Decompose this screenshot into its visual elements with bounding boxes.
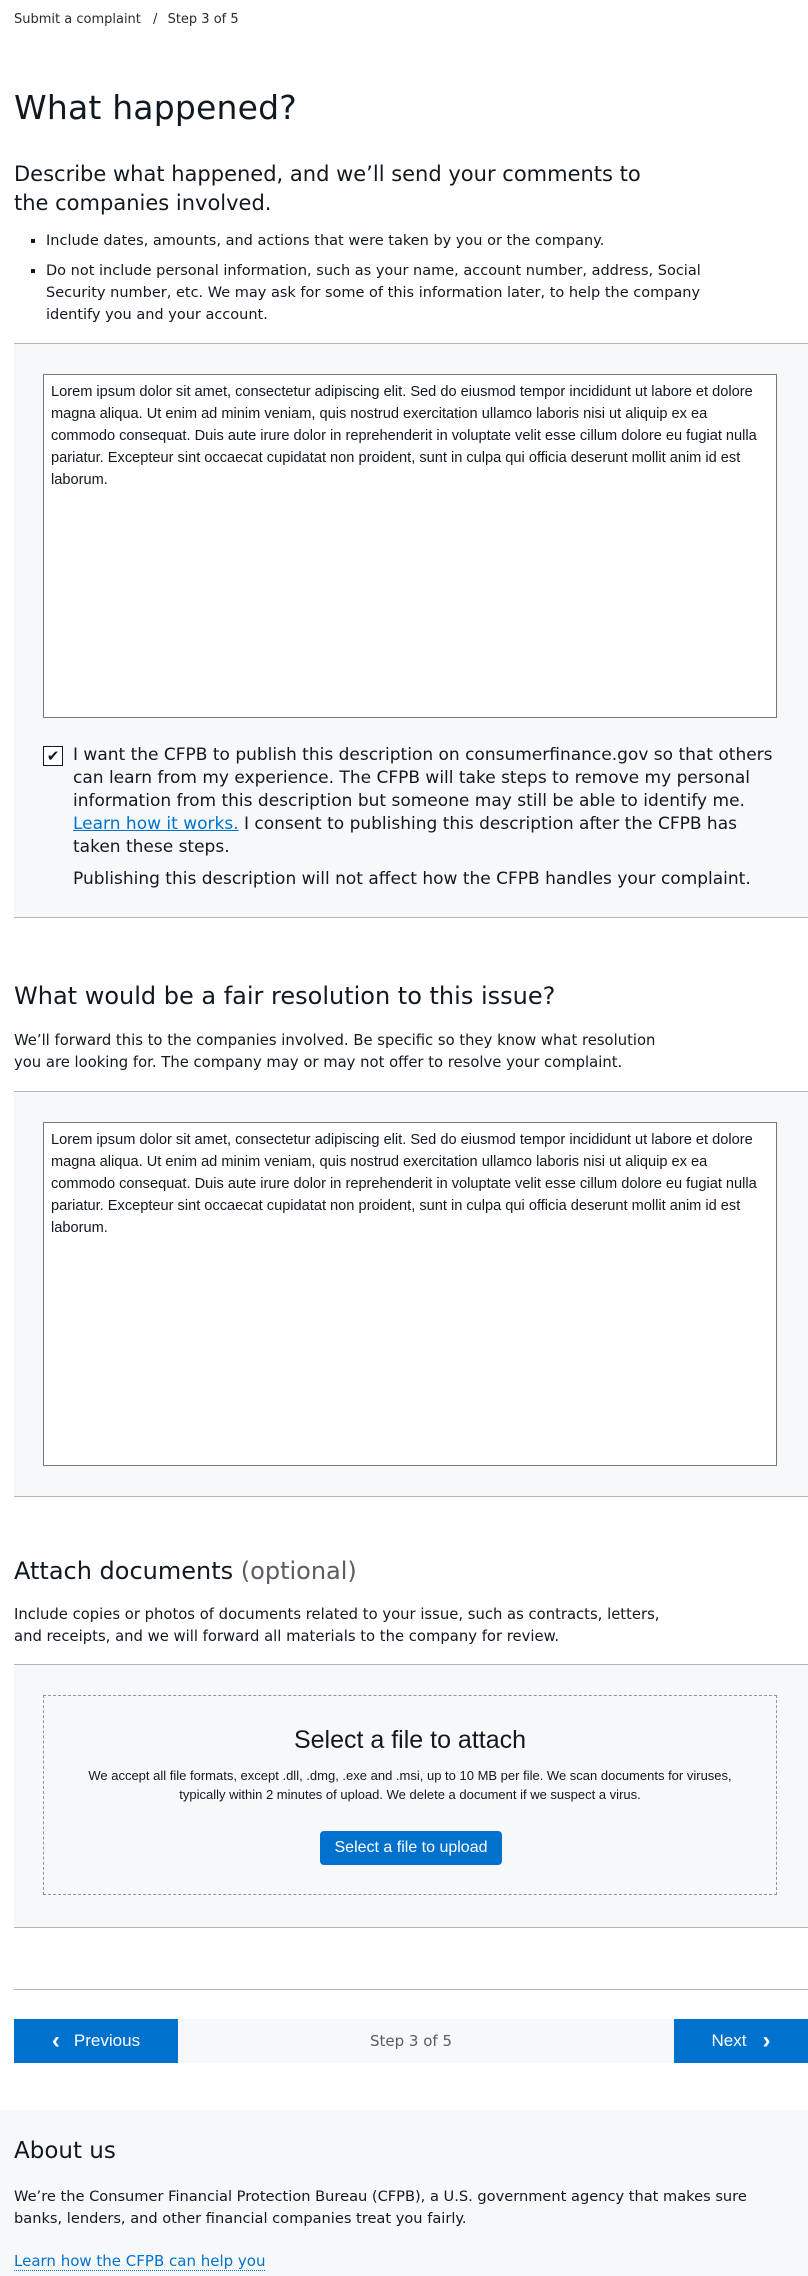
select-file-button[interactable]: Select a file to upload	[320, 1831, 502, 1865]
intro-text: Describe what happened, and we’ll send your comments to the companies involved.	[14, 162, 641, 215]
about-us-title: About us	[14, 2138, 116, 2164]
step-navigation	[14, 2019, 808, 2063]
guidelines-list	[14, 230, 736, 334]
breadcrumb-link[interactable]: Submit a complaint	[14, 12, 141, 27]
about-us-text: We’re the Consumer Financial Protection Bureau (CFPB), a U.S. government agency that makes sure banks, lenders, and other financial companies treat you fairly.	[14, 2188, 747, 2227]
breadcrumb-separator: /	[153, 12, 158, 27]
breadcrumb-step: Step 3 of 5	[167, 12, 239, 27]
attach-well	[14, 1664, 808, 1928]
learn-how-it-works-link[interactable]: Learn how it works.	[73, 814, 239, 834]
previous-label: Previous	[73, 2031, 141, 2050]
description-textarea[interactable]: Lorem ipsum dolor sit amet, consectetur adipiscing elit. Sed do eiusmod tempor incididunt ut labore et dolore magna aliqua. Ut enim ad minim veniam, quis nostrud exercitation ullamco laboris nisi ut aliquip ex ea commodo consequat. Duis aute irure dolor in reprehenderit in voluptate velit esse cillum dolore eu fugiat nulla pariatur. Excepteur sint occaecat cupidatat non proident, sunt in culpa qui officia deserunt mollit anim id est laborum.	[43, 374, 777, 718]
dropzone-title: Select a file to attach	[293, 1726, 527, 1754]
attach-title-text: Attach documents	[14, 1557, 234, 1585]
publish-consent-note: Publishing this description will not affect how the CFPB handles your complaint.	[73, 869, 751, 889]
resolution-textarea[interactable]: Lorem ipsum dolor sit amet, consectetur adipiscing elit. Sed do eiusmod tempor incididunt ut labore et dolore magna aliqua. Ut enim ad minim veniam, quis nostrud exercitation ullamco laboris nisi ut aliquip ex ea commodo consequat. Duis aute irure dolor in reprehenderit in voluptate velit esse cillum dolore eu fugiat nulla pariatur. Excepteur sint occaecat cupidatat non proident, sunt in culpa qui officia deserunt mollit anim id est laborum.	[43, 1122, 777, 1466]
page-title: What happened?	[14, 88, 298, 127]
dropzone-help: We accept all file formats, except .dll, .dmg, .exe and .msi, up to 10 MB per file. We scan documents for viruses, typically within 2 minutes of upload. We delete a document if we suspect a virus.	[88, 1768, 732, 1802]
divider	[14, 1989, 808, 1990]
optional-label: (optional)	[240, 1557, 357, 1585]
attach-description: Include copies or photos of documents related to your issue, such as contracts, letters, and receipts, and we will forward all materials to the company for review.	[14, 1606, 660, 1645]
guideline-item: ▪ Do not include personal information, such as your name, account number, address, Social Security number, etc. We may ask for some of this information later, to help the company identify you and your account.	[46, 260, 736, 326]
chevron-left-icon: ‹	[51, 2027, 60, 2054]
file-dropzone[interactable]	[43, 1695, 777, 1895]
publish-consent-checkbox[interactable]	[43, 746, 63, 766]
resolution-title: What would be a fair resolution to this issue?	[14, 982, 556, 1010]
breadcrumb	[14, 12, 239, 27]
about-us-footer	[0, 2110, 808, 2276]
guideline-item: ▪ Include dates, amounts, and actions that were taken by you or the company.	[46, 230, 736, 252]
attach-title	[14, 1557, 357, 1585]
chevron-right-icon: ›	[762, 2027, 771, 2054]
consent-text-before: I want the CFPB to publish this description on consumerfinance.gov so that others can learn from my experience. The CFPB will take steps to remove my personal information from this description but someone may still be able to identify me.	[73, 745, 773, 811]
next-label: Next	[711, 2031, 747, 2050]
description-well	[14, 343, 808, 918]
step-indicator: Step 3 of 5	[369, 2032, 452, 2050]
resolution-well	[14, 1091, 808, 1497]
learn-cfpb-link[interactable]: Learn how the CFPB can help you	[14, 2252, 266, 2270]
publish-consent-label	[73, 744, 773, 859]
consent-text-after: I consent to publishing this description after the CFPB has taken these steps.	[73, 814, 737, 857]
next-button[interactable]	[674, 2019, 808, 2063]
checkmark-icon: ✔	[46, 746, 60, 765]
resolution-description: We’ll forward this to the companies involved. Be specific so they know what resolution you are looking for. The company may or may not offer to resolve your complaint.	[14, 1032, 656, 1071]
